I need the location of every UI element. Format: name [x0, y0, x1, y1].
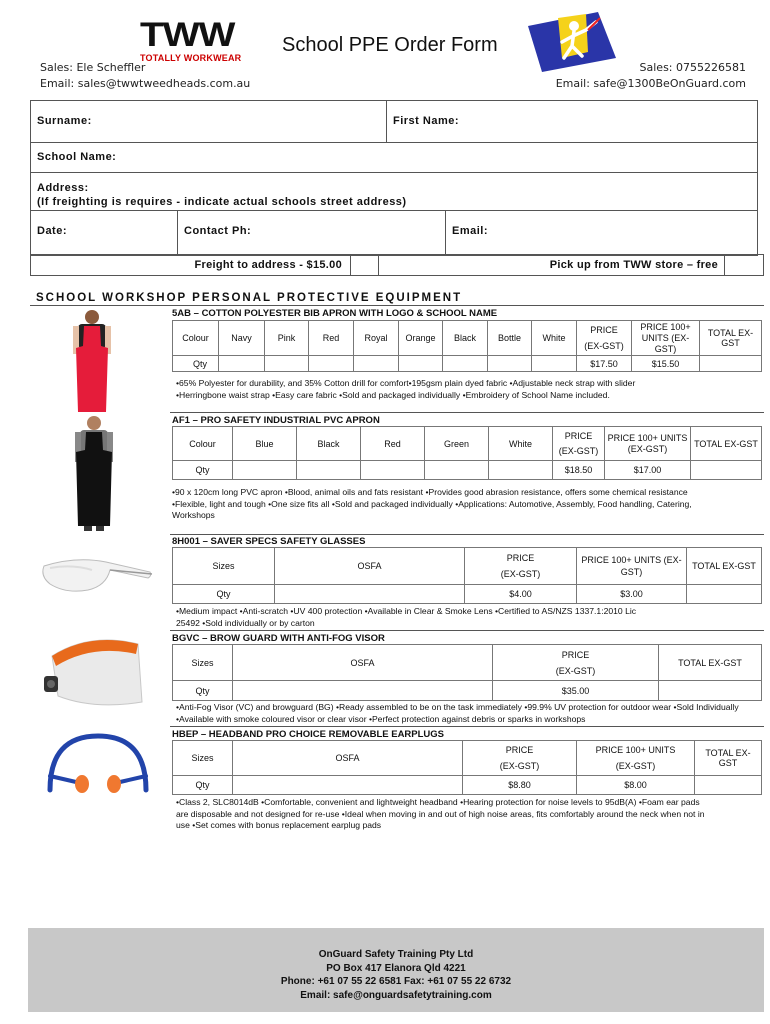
- colour-black: Black: [297, 427, 361, 461]
- freight-checkbox[interactable]: [351, 255, 379, 275]
- visor-order-table: [172, 644, 762, 701]
- total-value[interactable]: [687, 585, 762, 604]
- apron-order-table: [172, 320, 762, 372]
- colour-label: Colour: [173, 321, 219, 356]
- qty-black[interactable]: [297, 461, 361, 480]
- qty-osfa[interactable]: [233, 681, 493, 701]
- sizes-label: Sizes: [173, 645, 233, 681]
- safety-glasses-image: [36, 552, 156, 596]
- price-header: PRICE (EX-GST): [577, 321, 632, 356]
- pvc-apron-image: [74, 414, 114, 532]
- total-value[interactable]: [700, 356, 762, 372]
- size-osfa: OSFA: [233, 741, 463, 776]
- price100-value: $17.00: [605, 461, 691, 480]
- qty-royal[interactable]: [354, 356, 399, 372]
- colour-white: White: [532, 321, 577, 356]
- brow-guard-visor-image: [34, 632, 154, 710]
- qty-red[interactable]: [361, 461, 425, 480]
- school-name-field[interactable]: [31, 143, 757, 172]
- total-header: TOTAL EX-GST: [700, 321, 762, 356]
- colour-blue: Blue: [233, 427, 297, 461]
- colour-royal: Royal: [354, 321, 399, 356]
- colour-black: Black: [443, 321, 488, 356]
- price-header: PRICE (EX-GST): [553, 427, 605, 461]
- qty-navy[interactable]: [219, 356, 265, 372]
- surname-field[interactable]: [31, 101, 387, 142]
- qty-orange[interactable]: [399, 356, 443, 372]
- qty-green[interactable]: [425, 461, 489, 480]
- total-value[interactable]: [691, 461, 762, 480]
- colour-navy: Navy: [219, 321, 265, 356]
- first-name-field[interactable]: [387, 101, 757, 142]
- qty-label: Qty: [173, 585, 275, 604]
- address-note: (If freighting is requires - indicate actual schools street address): [37, 196, 407, 208]
- price100-header: PRICE 100+ UNITS (EX-GST): [577, 548, 687, 585]
- colour-pink: Pink: [265, 321, 309, 356]
- date-label: Date:: [37, 225, 68, 237]
- glasses-description: •Medium impact •Anti-scratch •UV 400 protection •Available in Clear & Smoke Lens •Certified to AS/NZS 1337.1:2010 Lic 25492 •Sold individually or by carton: [176, 606, 637, 628]
- earplugs-title: HBEP – HEADBAND PRO CHOICE REMOVABLE EARPLUGS: [172, 729, 445, 740]
- qty-blue[interactable]: [233, 461, 297, 480]
- apron-description: •65% Polyester for durability, and 35% Cotton drill for comfort•195gsm plain dyed fabric •Adjustable neck strap with slider •Herringbone waist strap •Easy care fabric •Sold and packaged individually •Embroidery of School Name included.: [176, 378, 636, 400]
- contact-ph-field[interactable]: [178, 211, 446, 255]
- bib-apron-image: [72, 308, 112, 414]
- pickup-checkbox[interactable]: [725, 255, 763, 275]
- footer-company: OnGuard Safety Training Pty Ltd: [318, 949, 474, 960]
- colour-label: Colour: [173, 427, 233, 461]
- colour-green: Green: [425, 427, 489, 461]
- footer: [28, 928, 764, 1012]
- total-value[interactable]: [695, 776, 762, 795]
- total-header: TOTAL EX-GST: [687, 548, 762, 585]
- price-value: $4.00: [465, 585, 577, 604]
- page-title: School PPE Order Form: [282, 34, 498, 56]
- price100-value: $3.00: [577, 585, 687, 604]
- price100-header: PRICE 100+ UNITS (EX-GST): [605, 427, 691, 461]
- price100-header: PRICE 100+ UNITS (EX-GST): [577, 741, 695, 776]
- glasses-order-table: [172, 547, 762, 604]
- surname-label: Surname:: [37, 115, 92, 127]
- customer-details-form: [30, 100, 758, 256]
- qty-label: Qty: [173, 681, 233, 701]
- qty-label: Qty: [173, 461, 233, 480]
- price100-value: $8.00: [577, 776, 695, 795]
- price-value: $35.00: [493, 681, 659, 701]
- tww-contact: [40, 60, 250, 92]
- pvc-apron-order-table: [172, 426, 762, 480]
- qty-pink[interactable]: [265, 356, 309, 372]
- colour-red: Red: [309, 321, 354, 356]
- colour-orange: Orange: [399, 321, 443, 356]
- pickup-label: Pick up from TWW store – free: [379, 255, 725, 275]
- total-header: TOTAL EX-GST: [691, 427, 762, 461]
- visor-description: •Anti-Fog Visor (VC) and browguard (BG) •Ready assembled to be on the task immediately •99.9% UV protection for outdoor wear •Sold Individually •Available with smoke coloured visor or clear visor •Perfect protection against debris or sparks in workshops: [176, 702, 739, 724]
- delivery-options: [30, 254, 764, 276]
- qty-white[interactable]: [489, 461, 553, 480]
- qty-label: Qty: [173, 356, 219, 372]
- visor-title: BGVC – BROW GUARD WITH ANTI-FOG VISOR: [172, 633, 385, 644]
- qty-black[interactable]: [443, 356, 488, 372]
- price-header: PRICE (EX-GST): [465, 548, 577, 585]
- pvc-apron-title: AF1 – PRO SAFETY INDUSTRIAL PVC APRON: [172, 415, 380, 426]
- size-osfa: OSFA: [233, 645, 493, 681]
- qty-white[interactable]: [532, 356, 577, 372]
- first-name-label: First Name:: [393, 115, 460, 127]
- qty-osfa[interactable]: [233, 776, 463, 795]
- apron-title: 5AB – COTTON POLYESTER BIB APRON WITH LOGO & SCHOOL NAME: [172, 308, 498, 319]
- colour-red: Red: [361, 427, 425, 461]
- tww-logo-subtext: TOTALLY WORKWEAR: [140, 53, 242, 63]
- section-title: SCHOOL WORKSHOP PERSONAL PROTECTIVE EQUIPMENT: [36, 292, 463, 304]
- price-value: $8.80: [463, 776, 577, 795]
- footer-email: Email: safe@onguardsafetytraining.com: [300, 989, 492, 1001]
- colour-bottle: Bottle: [488, 321, 532, 356]
- price-value: $18.50: [553, 461, 605, 480]
- email-field[interactable]: [446, 211, 757, 255]
- price-value: $17.50: [577, 356, 632, 372]
- colour-white: White: [489, 427, 553, 461]
- total-value[interactable]: [659, 681, 762, 701]
- price-header: PRICE (EX-GST): [493, 645, 659, 681]
- tww-logo-text: TWW: [140, 16, 235, 54]
- price100-value: $15.50: [632, 356, 700, 372]
- address-label: Address:: [37, 182, 89, 194]
- qty-osfa[interactable]: [275, 585, 465, 604]
- school-name-label: School Name:: [37, 151, 117, 163]
- size-osfa: OSFA: [275, 548, 465, 585]
- onguard-contact: [556, 60, 746, 92]
- footer-phone: Phone: +61 07 55 22 6581 Fax: +61 07 55 22 6732: [280, 976, 512, 987]
- tww-email: Email: sales@twwtweedheads.com.au: [40, 77, 251, 90]
- address-field[interactable]: [31, 173, 757, 210]
- onguard-sales: Sales: 0755226581: [639, 61, 746, 74]
- price-header: PRICE (EX-GST): [463, 741, 577, 776]
- total-header: TOTAL EX-GST: [695, 741, 762, 776]
- qty-red[interactable]: [309, 356, 354, 372]
- price100-header: PRICE 100+ UNITS (EX-GST): [632, 321, 700, 356]
- earplugs-description: •Class 2, SLC8014dB •Comfortable, convenient and lightweight headband •Hearing protection for noise levels to 95dB(A) •Foam ear pads are disposable and not designed for re-use •Ideal when moving in and out of high noise areas, fits comfortably around the neck when not in use •Set comes with bonus replacement earplug pads: [176, 797, 705, 830]
- total-header: TOTAL EX-GST: [659, 645, 762, 681]
- email-label: Email:: [452, 225, 489, 237]
- headband-earplugs-image: [36, 730, 160, 798]
- onguard-email: Email: safe@1300BeOnGuard.com: [555, 77, 746, 90]
- pvc-apron-description: •90 x 120cm long PVC apron •Blood, animal oils and fats resistant •Provides good abrasion resistance, offers some chemical resistance •Flexible, light and tough •One size fits all •Sold and packaged individually •Applications: Automotive, Assembly, Food handling, Catering, Workshops: [172, 487, 692, 520]
- glasses-title: 8H001 – SAVER SPECS SAFETY GLASSES: [172, 536, 366, 547]
- earplugs-order-table: [172, 740, 762, 795]
- footer-address: PO Box 417 Elanora Qld 4221: [326, 962, 466, 974]
- qty-bottle[interactable]: [488, 356, 532, 372]
- freight-label: Freight to address - $15.00: [31, 255, 351, 275]
- qty-label: Qty: [173, 776, 233, 795]
- contact-ph-label: Contact Ph:: [184, 225, 252, 237]
- sizes-label: Sizes: [173, 548, 275, 585]
- sizes-label: Sizes: [173, 741, 233, 776]
- tww-sales: Sales: Ele Scheffler: [40, 61, 146, 74]
- date-field[interactable]: [31, 211, 178, 255]
